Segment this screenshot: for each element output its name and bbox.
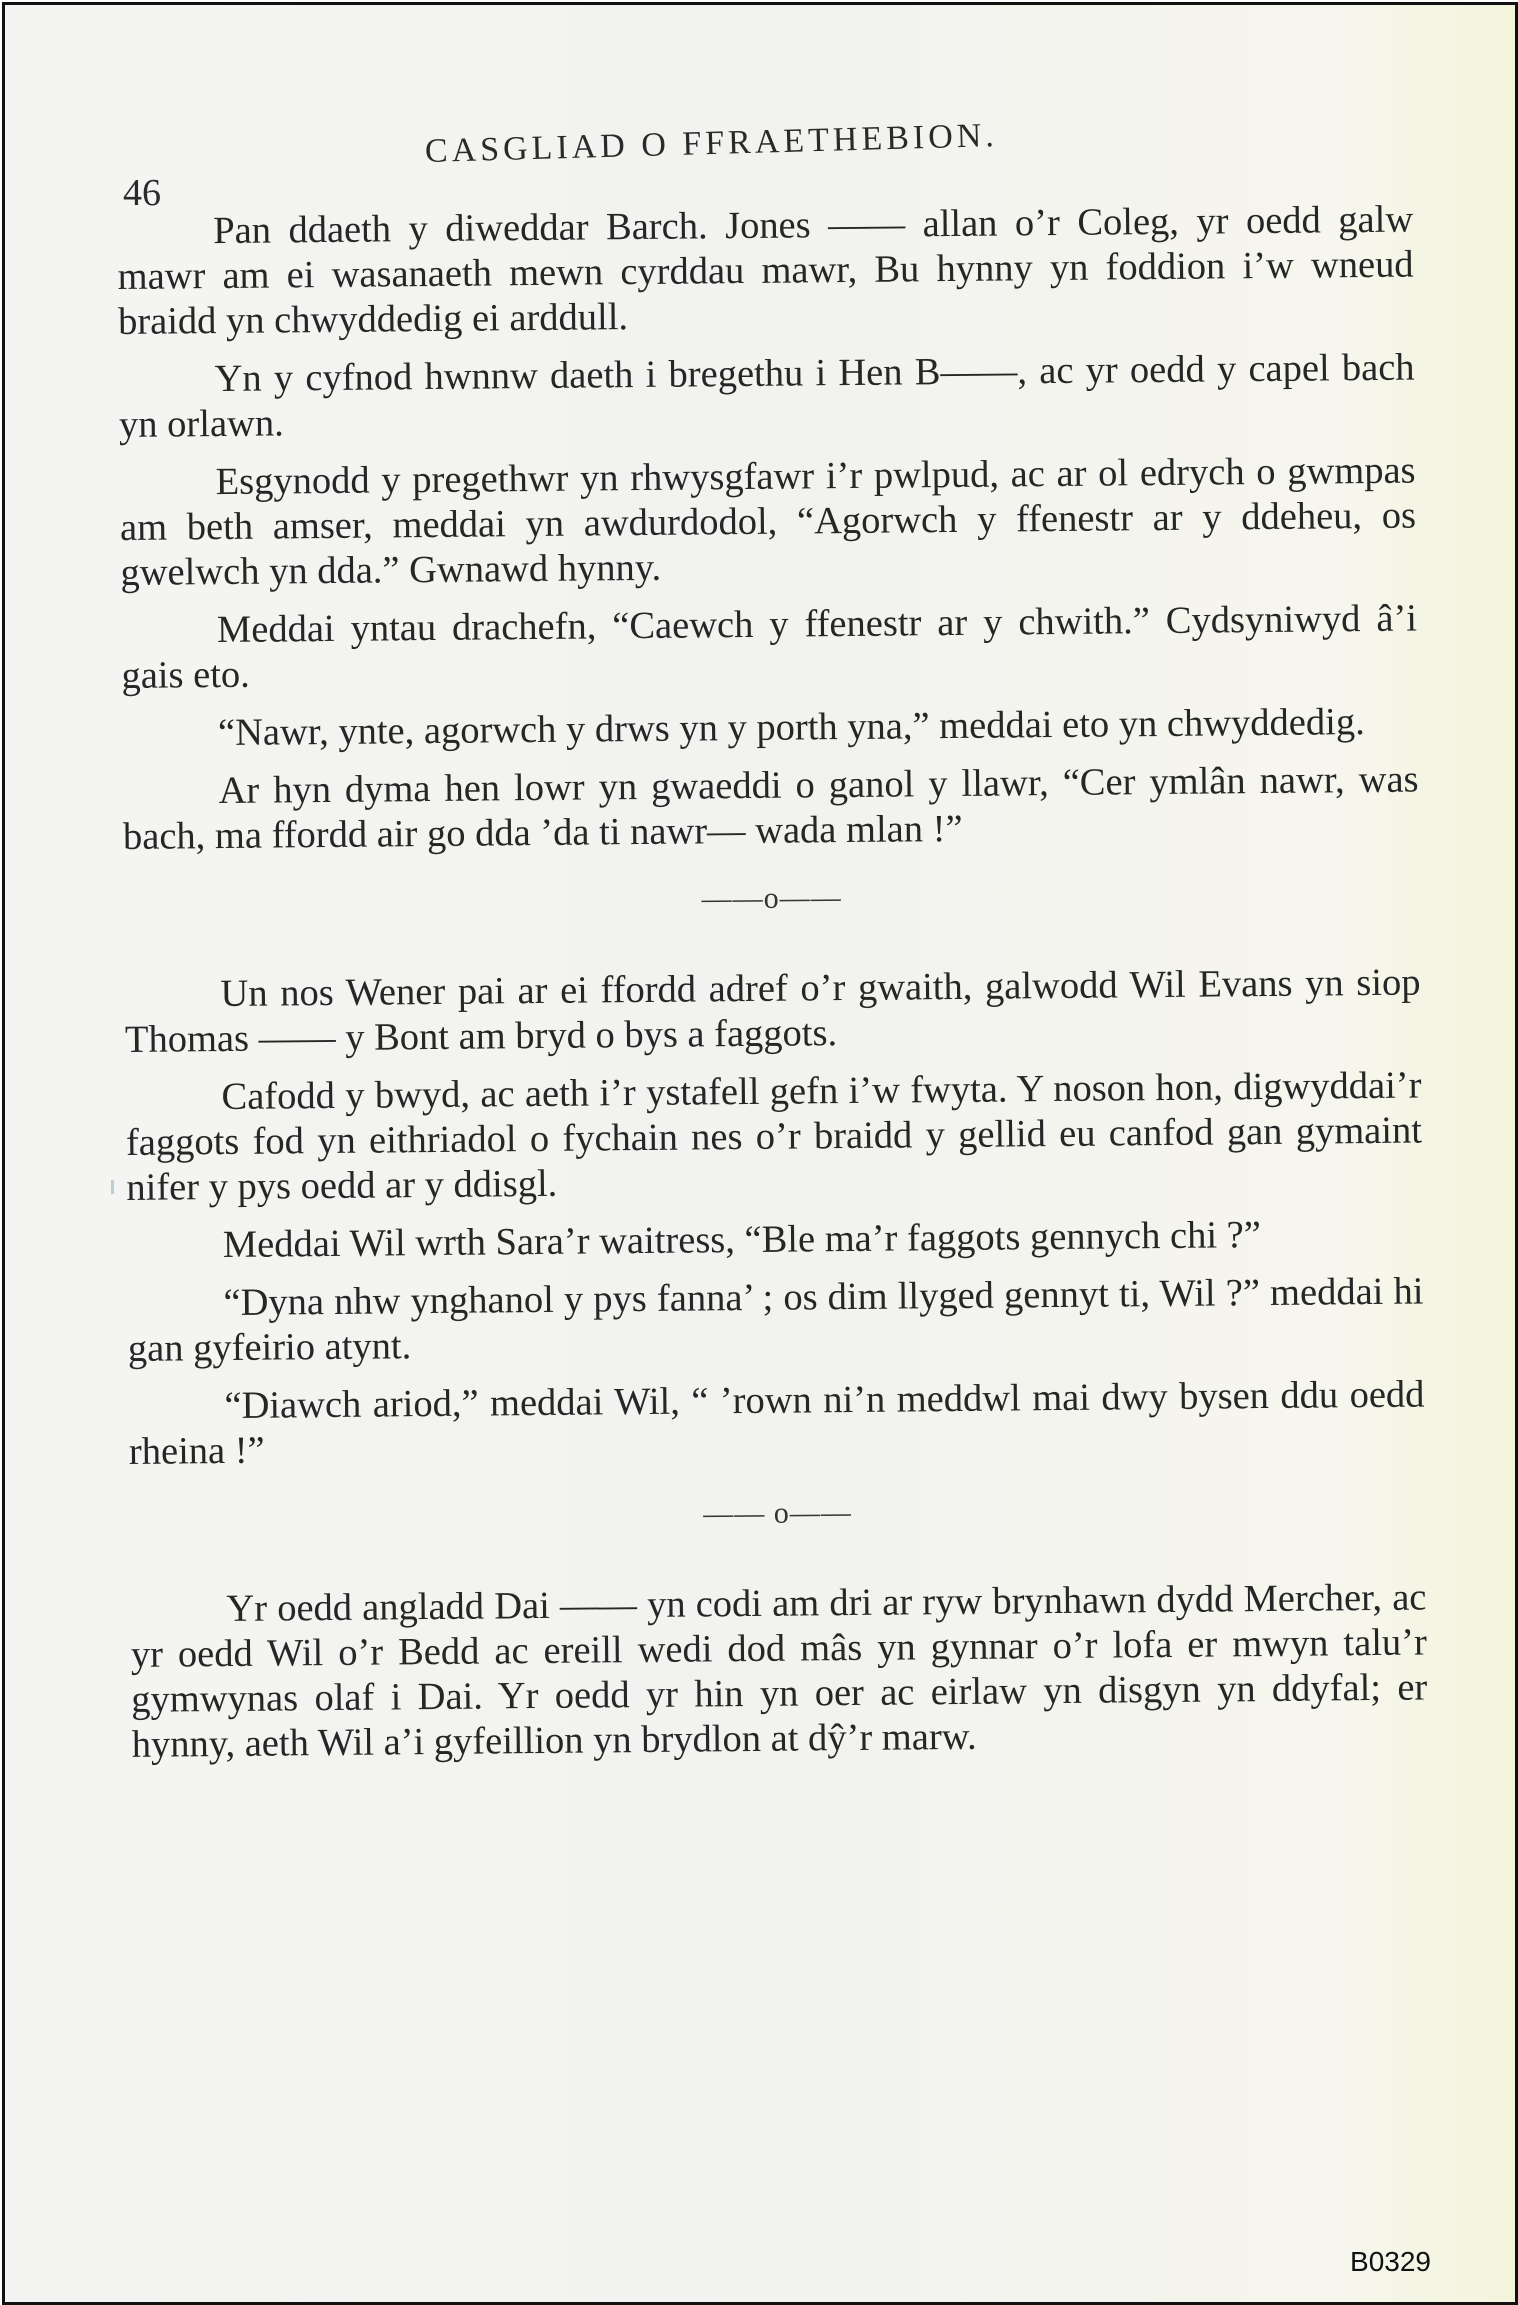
paragraph: Cafodd y bwyd, ac aeth i’r ystafell gefn i’w fwyta. Y noson hon, digwyddai’r faggots fod yn eithriadol o fychain nes o’r braidd y gellid eu canfod gan gymaint nifer y pys oedd ar y ddisgl. xyxy=(125,1064,1423,1209)
paragraph: “Diawch ariod,” meddai Wil, “ ’rown ni’n meddwl mai dwy bysen ddu oedd rheina !” xyxy=(128,1373,1425,1473)
scanned-page xyxy=(5,5,1515,2302)
paragraph: Ar hyn dyma hen lowr yn gwaeddi o ganol y llawr, “Cer ymlân nawr, was bach, ma ffordd air go dda ’da ti nawr— wada mlan !” xyxy=(122,758,1419,858)
paragraph: “Dyna nhw ynghanol y pys fanna’ ; os dim llyged gennyt ti, Wil ?” meddai hi gan gyfeirio atynt. xyxy=(127,1270,1424,1370)
paragraph: Yn y cyfnod hwnnw daeth i bregethu i Hen B——, ac yr oedd y capel bach yn orlawn. xyxy=(118,346,1415,446)
page-number: 46 xyxy=(123,172,161,214)
paragraph: “Nawr, ynte, agorwch y drws yn y porth yna,” meddai eto yn chwyddedig. xyxy=(217,701,1365,755)
running-head: CASGLIAD O FFRAETHEBION. xyxy=(424,117,999,170)
paragraph: Meddai Wil wrth Sara’r waitress, “Ble ma’r faggots gennych chi ?” xyxy=(222,1214,1262,1267)
paragraph: Pan ddaeth y diweddar Barch. Jones —— allan o’r Coleg, yr oedd galw mawr am ei wasanaeth mewn cyrddau mawr, Bu hynny yn foddion i’w wneud braidd yn chwyddedig ei arddull. xyxy=(117,198,1414,343)
body-text xyxy=(117,198,1428,1781)
paragraph: Yr oedd angladd Dai —— yn codi am dri ar ryw brynhawn dydd Mercher, ac yr oedd Wil o’r Bedd ac ereill wedi dod mâs yn gynnar o’r lofa er mwyn talu’r gymwynas olaf i Dai. Yr oedd yr hin yn oer ac eirlaw yn disgyn yn ddyfal; er hynny, aeth Wil a’i gyfeillion yn brydlon at dŷ’r marw. xyxy=(130,1576,1428,1766)
section-separator: —— o—— xyxy=(703,1496,852,1531)
page-frame xyxy=(2,2,1518,2305)
section-separator: ——o—— xyxy=(701,881,842,916)
paragraph: Esgynodd y pregethwr yn rhwysgfawr i’r pwlpud, ac ar ol edrych o gwmpas am beth amser, meddai yn awdurdodol, “Agorwch y ffenestr ar y ddeheu, os gwelwch yn dda.” Gwnawd hynny. xyxy=(119,449,1417,594)
reference-code: B0329 xyxy=(1350,2246,1431,2277)
paragraph: Un nos Wener pai ar ei ffordd adref o’r gwaith, galwodd Wil Evans yn siop Thomas —— y Bont am bryd o bys a faggots. xyxy=(124,961,1421,1061)
paragraph: Meddai yntau drachefn, “Caewch y ffenestr ar y chwith.” Cydsyniwyd â’i gais eto. xyxy=(121,597,1418,697)
page-mark xyxy=(111,1180,114,1194)
